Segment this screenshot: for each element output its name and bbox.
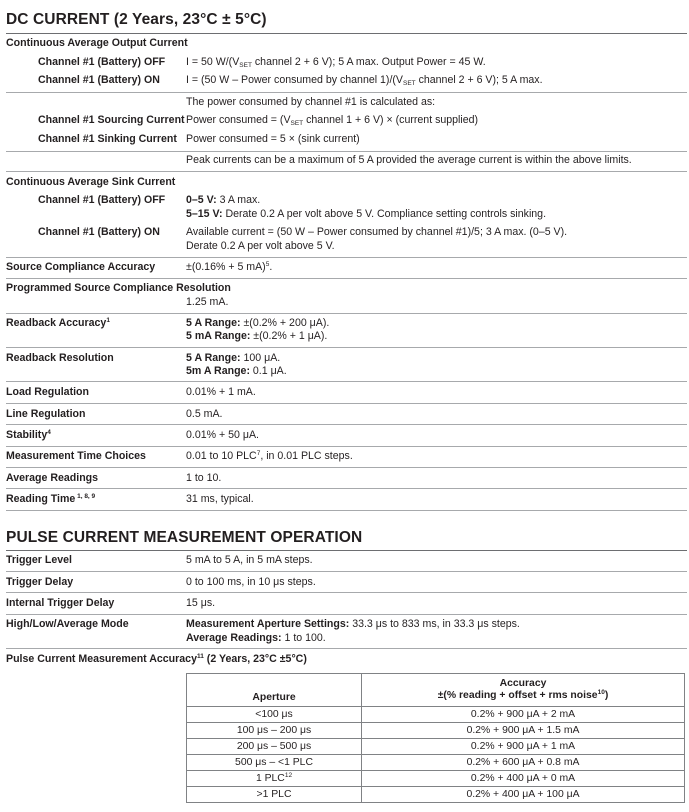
rb-res-range1: 5 A Range: 100 μA. [186, 352, 281, 364]
header-aperture: Aperture [187, 674, 362, 707]
dc-current-title: DC CURRENT (2 Years, 23°C ± 5°C) [6, 11, 267, 28]
trigger-delay-label: Trigger Delay [6, 576, 74, 588]
table-body [187, 707, 685, 803]
ch1-off-label: Channel #1 (Battery) OFF [38, 56, 166, 68]
load-reg-value: 0.01% + 1 mA. [186, 386, 256, 398]
sink-on-line1: Available current = (50 W – Power consumed by channel #1)/5; 3 A max. (0–5 V). [186, 226, 568, 238]
divider [6, 446, 687, 447]
peak-note: Peak currents can be a maximum of 5 A provided the average current is within the above limits. [186, 154, 632, 166]
cont-avg-sink-label: Continuous Average Sink Current [6, 176, 176, 188]
ch1-off-value: I = 50 $W/(V_{SET}$ channel 2 + 6 V); 5 A max. Output Power = 45 W. [186, 56, 486, 69]
aperture-cell: 100 μs – 200 μs [187, 723, 362, 739]
cont-avg-output-label: Continuous Average Output Current [6, 37, 188, 49]
accuracy-cell: 0.2% + 900 μA + 1.5 mA [362, 723, 685, 739]
stability-value: 0.01% + 50 μA. [186, 429, 259, 441]
internal-trigger-value: 15 μs. [186, 597, 216, 609]
table-row [187, 755, 685, 771]
line-reg-label: Line Regulation [6, 408, 86, 420]
sink-on-line2: Derate 0.2 A per volt above 5 V. [186, 240, 335, 252]
aperture-cell: 1 PLC$^{12}$ [187, 771, 362, 787]
mtc-label: Measurement Time Choices [6, 450, 146, 462]
trigger-delay-value: 0 to 100 ms, in 10 μs steps. [186, 576, 316, 588]
divider [6, 313, 687, 314]
sink-on-label: Channel #1 (Battery) ON [38, 226, 160, 238]
avg-readings-label: Average Readings [6, 472, 99, 484]
table-row [187, 723, 685, 739]
table-row [187, 787, 685, 803]
divider [6, 171, 687, 172]
sink-off-line2: 5–15 V: Derate 0.2 A per volt above 5 V. Compliance setting controls sinking. [186, 208, 547, 220]
table-row [187, 707, 685, 723]
hla-mode-line1: Measurement Aperture Settings: 33.3 μs to 833 ms, in 33.3 μs steps. [186, 618, 520, 630]
rb-acc-range1: 5 A Range: ±(0.2% + 200 μA). [186, 317, 330, 329]
aperture-cell: 500 μs – <1 PLC [187, 755, 362, 771]
divider [6, 571, 687, 572]
accuracy-cell: 0.2% + 600 μA + 0.8 mA [362, 755, 685, 771]
divider [6, 648, 687, 649]
divider [6, 257, 687, 258]
hla-mode-label: High/Low/Average Mode [6, 618, 129, 630]
src-comp-acc-value: ±(0.16% + 5 mA)$^5$. [186, 261, 273, 273]
accuracy-cell: 0.2% + 400 μA + 100 μA [362, 787, 685, 803]
divider [6, 278, 687, 279]
reading-time-value: 31 ms, typical. [186, 493, 254, 505]
header-accuracy-line1: Accuracy [499, 678, 547, 689]
sinking-value: Power consumed = 5 × (sink current) [186, 133, 360, 145]
load-reg-label: Load Regulation [6, 386, 89, 398]
header-accuracy [362, 674, 685, 707]
prog-res-label: Programmed Source Compliance Resolution [6, 282, 231, 294]
stability-label: Stability$^4$ [6, 429, 51, 441]
hla-mode-line2: Average Readings: 1 to 100. [186, 632, 326, 644]
table-header-row [187, 674, 685, 707]
divider [6, 488, 687, 489]
trigger-level-value: 5 mA to 5 A, in 5 mA steps. [186, 554, 313, 566]
avg-readings-value: 1 to 10. [186, 472, 222, 484]
rb-res-range2: 5m A Range: 0.1 μA. [186, 365, 287, 377]
reading-time-label: Reading Time $^{1, 8, 9}$ [6, 493, 96, 505]
power-note: The power consumed by channel #1 is calculated as: [186, 96, 436, 108]
aperture-cell: >1 PLC [187, 787, 362, 803]
divider [6, 381, 687, 382]
divider [6, 550, 687, 551]
accuracy-cell: 0.2% + 900 μA + 1 mA [362, 739, 685, 755]
ch1-on-value: I = (50 W – Power consumed by channel $1)/(V_{SET}$ channel 2 + 6 V); 5 A max. [186, 74, 543, 87]
pulse-title: PULSE CURRENT MEASUREMENT OPERATION [6, 529, 363, 546]
divider [6, 92, 687, 93]
mtc-value: 0.01 to 10 PLC$^7$, in 0.01 PLC steps. [186, 450, 353, 462]
divider [6, 614, 687, 615]
divider [6, 592, 687, 593]
accuracy-cell: 0.2% + 400 μA + 0 mA [362, 771, 685, 787]
rb-res-label: Readback Resolution [6, 352, 114, 364]
divider [6, 510, 687, 511]
aperture-cell: <100 μs [187, 707, 362, 723]
src-comp-acc-label: Source Compliance Accuracy [6, 261, 156, 273]
rb-acc-range2: 5 mA Range: ±(0.2% + 1 μA). [186, 330, 328, 342]
divider [6, 33, 687, 34]
divider [6, 347, 687, 348]
sink-off-line1: 0–5 V: 3 A max. [186, 194, 261, 206]
aperture-cell: 200 μs – 500 μs [187, 739, 362, 755]
header-accuracy-line2: ±(% reading + offset + rms noise$^{10}$) [437, 689, 609, 701]
sourcing-value: Power consumed = ($V_{SET}$ channel 1 + 6 V) × (current supplied) [186, 114, 479, 127]
pulse-accuracy-label: Pulse Current Measurement Accuracy$^{11}$ (2 Years, 23°C ±5°C) [6, 653, 307, 665]
sink-off-label: Channel #1 (Battery) OFF [38, 194, 166, 206]
internal-trigger-label: Internal Trigger Delay [6, 597, 115, 609]
prog-res-value: 1.25 mA. [186, 296, 229, 308]
line-reg-value: 0.5 mA. [186, 408, 223, 420]
rb-acc-label: Readback Accuracy$^1$ [6, 317, 110, 329]
ch1-on-label: Channel #1 (Battery) ON [38, 74, 160, 86]
pulse-accuracy-table [186, 673, 685, 803]
trigger-level-label: Trigger Level [6, 554, 72, 566]
table-row [187, 739, 685, 755]
divider [6, 424, 687, 425]
sinking-label: Channel #1 Sinking Current [38, 133, 177, 145]
divider [6, 403, 687, 404]
sourcing-label: Channel #1 Sourcing Current [38, 114, 185, 126]
accuracy-cell: 0.2% + 900 μA + 2 mA [362, 707, 685, 723]
divider [6, 151, 687, 152]
divider [6, 467, 687, 468]
table-row [187, 771, 685, 787]
